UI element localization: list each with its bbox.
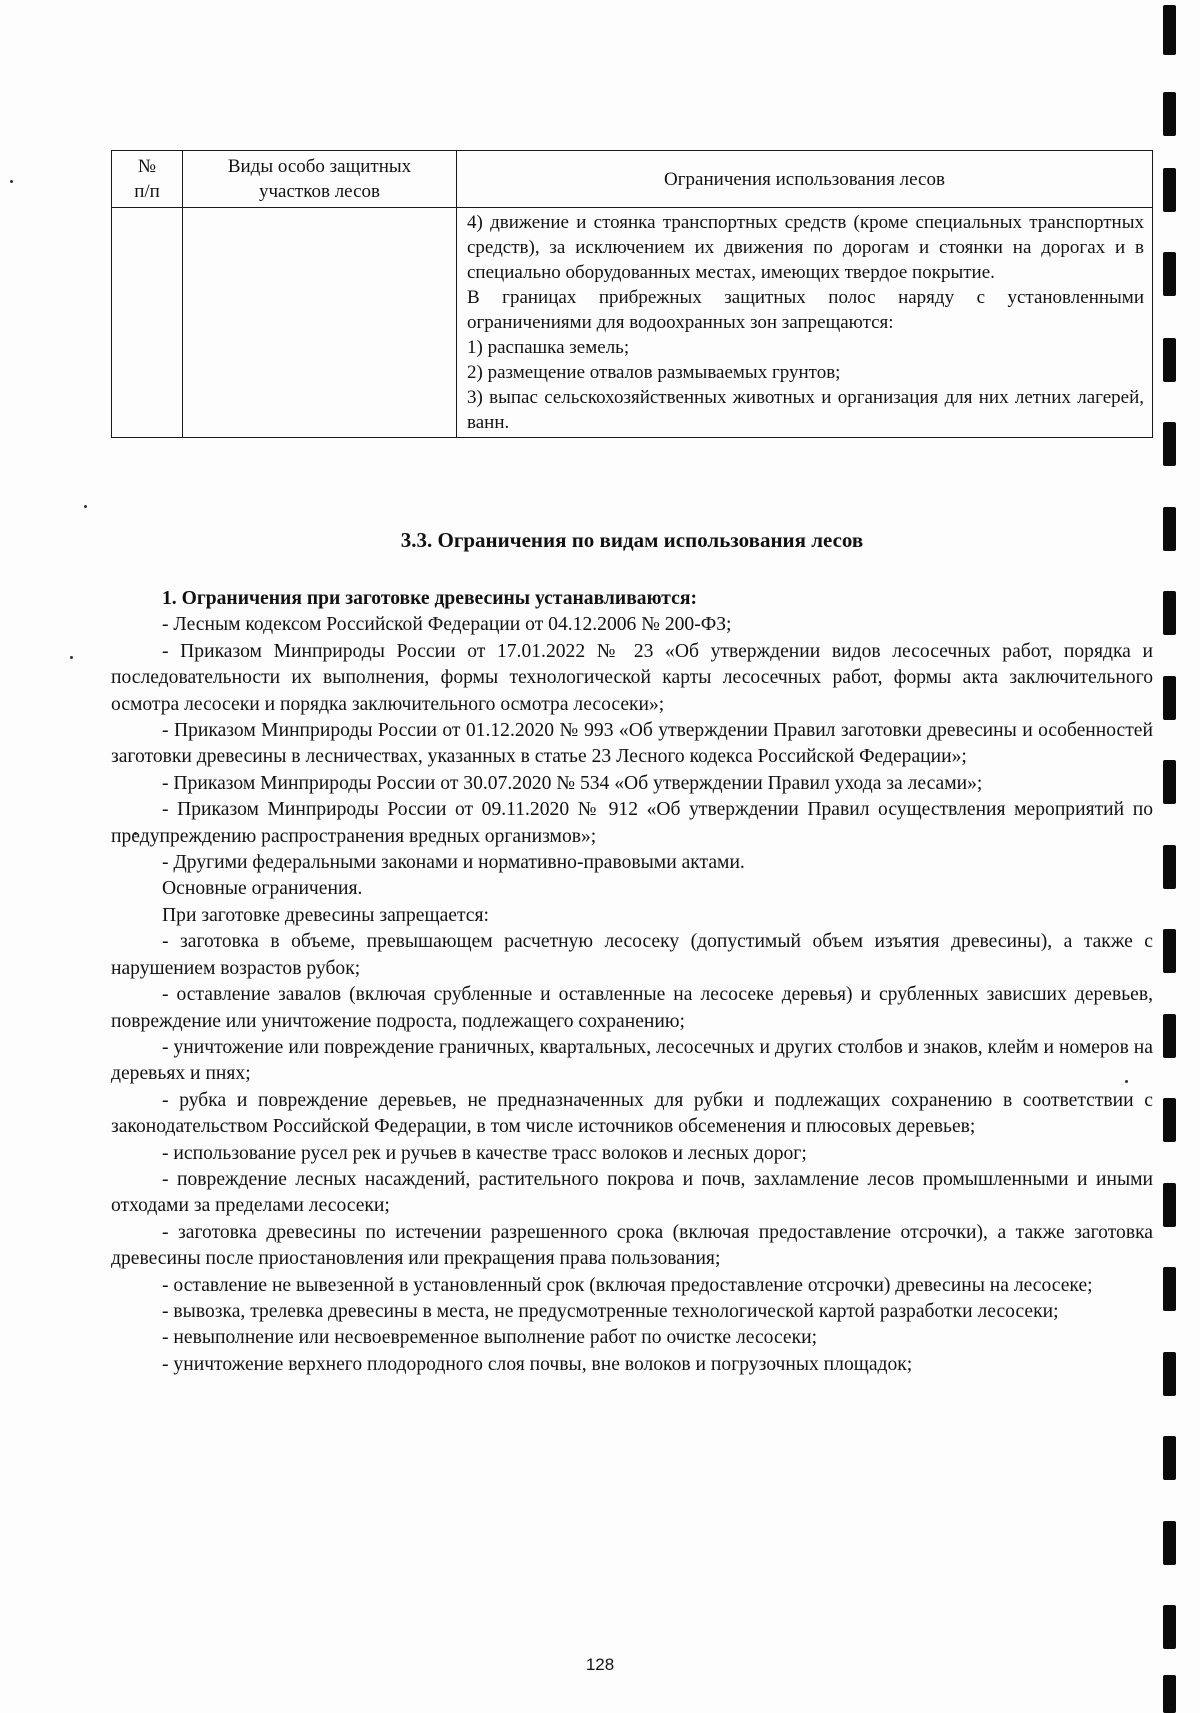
scan-mark (1163, 1014, 1176, 1058)
scan-mark (1163, 1098, 1176, 1142)
scan-mark (1163, 1352, 1176, 1396)
scan-speck (10, 180, 13, 183)
restriction-line: В границах прибрежных защитных полос наряду с установленными ограничениями для водоохранных зон запрещаются: (467, 287, 1144, 333)
restriction-line: 3) выпас сельскохозяйственных животных и организация для них летних лагерей, ванн. (467, 387, 1144, 433)
scan-mark (1163, 1521, 1176, 1565)
restriction-line: 1) распашка земель; (467, 337, 630, 358)
scan-mark (1163, 929, 1176, 973)
scan-mark (1163, 845, 1176, 889)
paragraph: - Лесным кодексом Российской Федерации от 04.12.2006 № 200-ФЗ; (162, 614, 732, 636)
paragraph: - уничтожение или повреждение граничных, квартальных, лесосечных и других столбов и знаков, клейм и номеров на деревьях и пнях; (111, 1036, 1153, 1085)
table-row (112, 208, 1153, 438)
scan-mark (1163, 1675, 1176, 1713)
scan-mark (1163, 1183, 1176, 1227)
scan-mark (1163, 1267, 1176, 1311)
scan-mark (1163, 5, 1176, 55)
section-title: 3.3. Ограничения по видам использования лесов (400, 528, 864, 552)
scan-mark (1163, 422, 1176, 466)
cell-restrictions (457, 208, 1153, 438)
paragraph: - Приказом Минприроды России от 30.07.2020 № 534 «Об утверждении Правил ухода за лесами»; (162, 772, 983, 794)
paragraph: Основные ограничения. (162, 878, 363, 900)
table-header-row (112, 151, 1153, 208)
restriction-line: 2) размещение отвалов размываемых грунтов; (467, 362, 841, 383)
scan-mark (1163, 252, 1176, 296)
scan-mark (1163, 1436, 1176, 1480)
scan-speck (70, 656, 73, 659)
paragraph: 1. Ограничения при заготовке древесины устанавливаются: (162, 588, 697, 609)
paragraph: - Приказом Минприроды России от 09.11.2020 № 912 «Об утверждении Правил осуществления мероприятий по предупреждению распространения вредных организмов»; (111, 799, 1153, 847)
body-text (111, 586, 1153, 1378)
header-number (112, 151, 183, 208)
page-number: 128 (585, 1655, 615, 1674)
paragraph: - Приказом Минприроды России от 17.01.2022 № 23 «Об утверждении видов лесосечных работ, порядка и последовательности их выполнения, формы технологической карты лесосечных работ, формы акта заключительного осмотра лесосеки и порядка заключительного осмотра лесосеки»; (111, 640, 1153, 715)
paragraph: - невыполнение или несвоевременное выполнение работ по очистке лесосеки; (162, 1327, 818, 1349)
paragraph: - Другими федеральными законами и нормативно-правовыми актами. (162, 852, 745, 874)
cell-type (183, 208, 457, 438)
header-number-line-2: п/п (134, 181, 160, 202)
cell-number (112, 208, 183, 438)
scan-mark (1163, 338, 1176, 382)
scan-mark (1163, 1605, 1176, 1649)
scan-speck (84, 505, 87, 508)
paragraph: - Приказом Минприроды России от 01.12.2020 № 993 «Об утверждении Правил заготовки древесины и особенностей заготовки древесины в лесничествах, указанных в статье 23 Лесного кодекса Российской Федерации»; (111, 720, 1153, 768)
paragraph: - использование русел рек и ручьев в качестве трасс волоков и лесных дорог; (162, 1142, 807, 1164)
header-type-line-2: участков лесов (258, 181, 380, 202)
scan-mark (1163, 760, 1176, 804)
paragraph: - заготовка древесины по истечении разрешенного срока (включая предоставление отсрочки), а также заготовка древесины после приостановления или прекращения права пользования; (111, 1221, 1153, 1270)
paragraph: - уничтожение верхнего плодородного слоя почвы, вне волоков и погрузочных площадок; (162, 1353, 913, 1375)
scan-mark (1163, 507, 1176, 551)
paragraph: - рубка и повреждение деревьев, не предназначенных для рубки и подлежащих сохранению в соответствии с законодательством Российской Федерации, в том числе источников обсеменения и плюсовых деревьев; (111, 1089, 1153, 1138)
paragraph: - оставление не вывезенной в установленный срок (включая предоставление отсрочки) древесины на лесосеке; (162, 1274, 1093, 1296)
header-restrictions: Ограничения использования лесов (457, 151, 1153, 208)
paragraph: - заготовка в объеме, превышающем расчетную лесосеку (допустимый объем изъятия древесины), а также с нарушением возрастов рубок; (111, 931, 1153, 979)
scan-mark (1163, 168, 1176, 212)
restriction-line: 4) движение и стоянка транспортных средств (кроме специальных транспортных средств), за исключением их движения по дорогам и стоянки на дорогах и в специально оборудованных местах, имеющих твердое покрытие. (467, 212, 1144, 283)
paragraph: - вывозка, трелевка древесины в места, не предусмотренные технологической картой разработки лесосеки; (162, 1300, 1059, 1322)
paragraph: - оставление завалов (включая срубленные и оставленные на лесосеке деревья) и срубленных зависших деревьев, повреждение или уничтожение подроста, подлежащего сохранению; (111, 984, 1153, 1032)
scan-mark (1163, 676, 1176, 720)
header-type-line-1: Виды особо защитных (227, 156, 412, 177)
header-type (183, 151, 457, 208)
paragraph: - повреждение лесных насаждений, растительного покрова и почв, захламление лесов промышленными и иными отходами за пределами лесосеки; (111, 1168, 1153, 1217)
header-number-line-1: № (137, 156, 157, 177)
scan-mark (1163, 92, 1176, 136)
scan-mark (1163, 591, 1176, 635)
restrictions-table (111, 150, 1153, 438)
paragraph: При заготовке древесины запрещается: (162, 904, 489, 926)
